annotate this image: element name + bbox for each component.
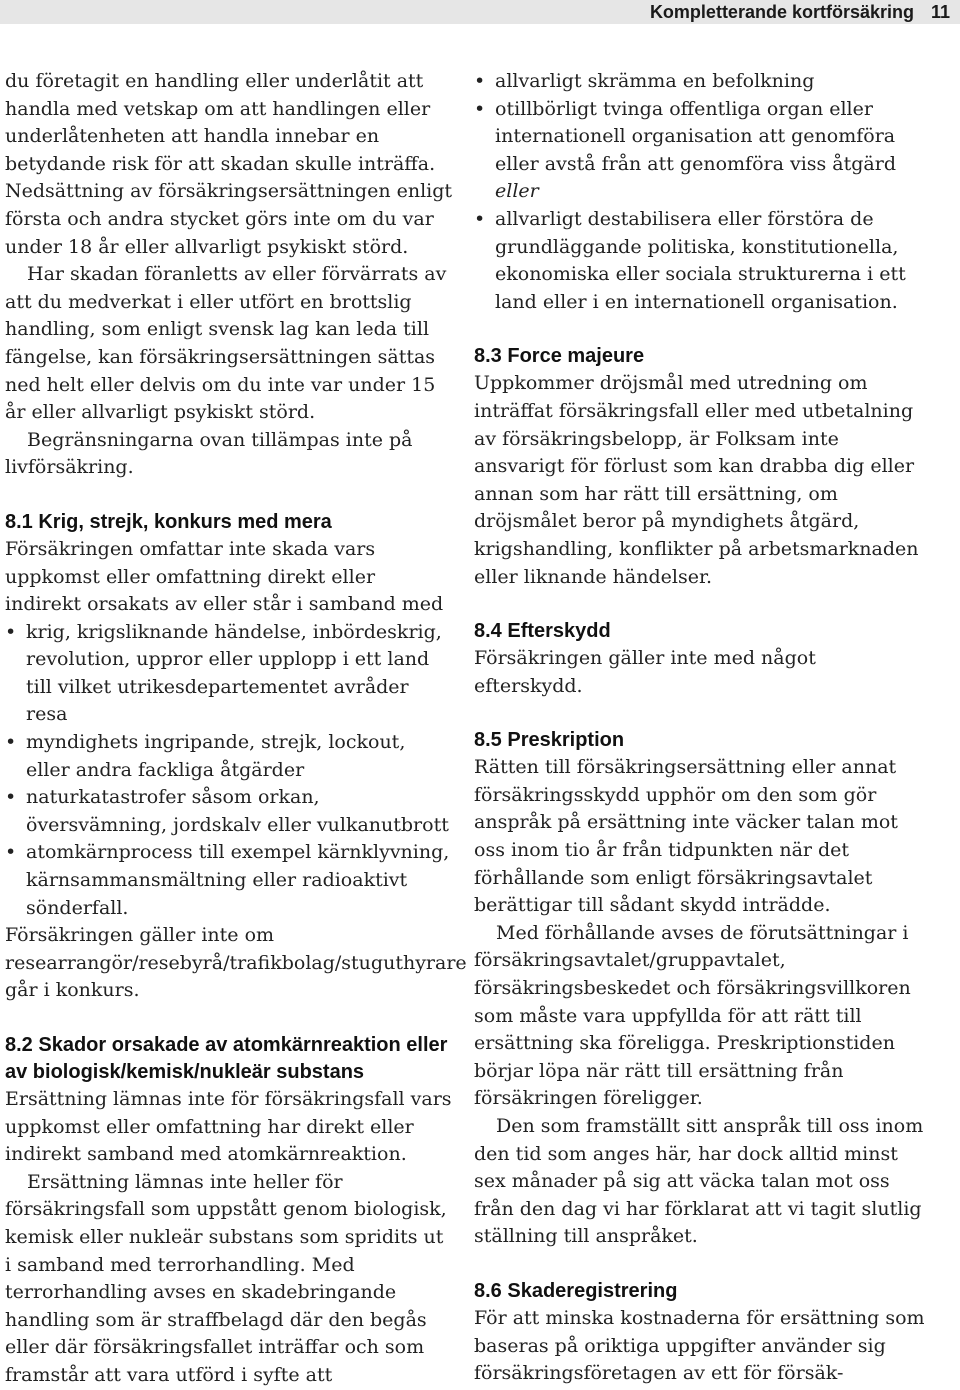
- bullet-list: [474, 68, 929, 316]
- bullet-icon: •: [5, 731, 17, 754]
- bullet-icon: •: [5, 786, 17, 809]
- list-item: [5, 839, 453, 922]
- bullet-icon: •: [474, 207, 486, 230]
- bullet-icon: •: [474, 70, 486, 92]
- section-heading-8-6: 8.6 Skaderegistrering: [474, 1279, 678, 1302]
- list-item: [5, 729, 453, 784]
- right-column: [474, 68, 929, 1388]
- list-item-text: allvarligt destabilisera eller förstöra de grundläggande politiska, konstitutionella, ekonomiska eller sociala strukturerna i ett land eller i en internationell organisation.: [495, 207, 906, 313]
- paragraph: Ersättning lämnas inte för försäkringsfall vars uppkomst eller omfattning har direkt eller indirekt samband med atomkärnreaktion.: [5, 1088, 452, 1166]
- paragraph: Rätten till försäkringsersättning eller annat försäkringsskydd upphör om den som gör anspråk på ersättning inte väcker talan mot oss inom tio år från tidpunkten när det förhållande som enligt försäkringsavtalet berättigar till sådant skydd inträdde.: [474, 756, 898, 917]
- page-header: [0, 0, 960, 24]
- paragraph: Försäkringen omfattar inte skada vars uppkomst eller omfattning direkt eller indirekt orsakats av eller står i samband med: [5, 537, 444, 616]
- bullet-icon: •: [5, 620, 17, 643]
- list-item: [5, 784, 453, 839]
- page-number: 11: [930, 2, 950, 22]
- bullet-icon: •: [474, 97, 486, 120]
- list-item: [474, 96, 929, 206]
- section-heading-8-5: 8.5 Preskription: [474, 729, 625, 752]
- list-item-text: krig, krigsliknande händelse, inbördeskrig, revolution, uppror eller upplopp i ett land till vilket utrikesdepartementet avråder resa: [26, 620, 442, 726]
- list-item: [474, 206, 929, 316]
- left-column: [5, 68, 467, 1390]
- paragraph: För att minska kostnaderna för ersättning som baseras på oriktiga uppgifter använder sig försäkringsföretagen av ett för försäk-: [474, 1306, 925, 1385]
- header-title: Kompletterande kortförsäkring: [649, 2, 914, 22]
- paragraph: Har skadan föranletts av eller förvärrats av att du medverkat i eller utfört en brottslig handling, som enligt svensk lag kan leda till fängelse, kan försäkringsersättningen sättas ned helt eller delvis om du inte var under 15 år eller allvarligt psykiskt störd.: [5, 263, 447, 424]
- bullet-icon: •: [5, 841, 17, 864]
- section-heading-8-2: 8.2 Skador orsakade av atomkärnreaktion eller av biologisk/kemisk/nukleär substans: [5, 1034, 448, 1083]
- section-heading-8-4: 8.4 Efterskydd: [474, 620, 611, 643]
- list-item-text: otillbörligt tvinga offentliga organ eller internationell organisation att genomföra eller avstå från att genomföra viss åtgärd: [495, 97, 897, 175]
- paragraph: Försäkringen gäller inte om researrangör/resebyrå/trafikbolag/stuguthyrare går i konkurs.: [5, 924, 467, 1002]
- list-connector: eller: [495, 180, 539, 203]
- bullet-list: [5, 619, 453, 923]
- paragraph: Begränsningarna ovan tillämpas inte på livförsäkring.: [5, 428, 413, 479]
- list-item-text: naturkatastrofer såsom orkan, översvämning, jordskalv eller vulkanutbrott: [26, 786, 449, 836]
- list-item-text: myndighets ingripande, strejk, lockout, eller andra fackliga åtgärder: [26, 731, 406, 781]
- paragraph: Med förhållande avses de förutsättningar i försäkringsavtalet/gruppavtalet, försäkringsbeskedet och försäkringsvillkoren som måste vara uppfyllda för att rätt till ersättning ska föreligga. Preskriptionstiden börjar löpa när rätt till ersättning från försäkringen föreligger.: [474, 921, 911, 1110]
- list-item-text: atomkärnprocess till exempel kärnklyvning, kärnsammansmältning eller radioaktivt sönderfall.: [26, 841, 450, 919]
- section-heading-8-3: 8.3 Force majeure: [474, 345, 645, 368]
- list-item: [5, 619, 453, 729]
- section-heading-8-1: 8.1 Krig, strejk, konkurs med mera: [5, 510, 332, 533]
- paragraph: du företagit en handling eller underlåtit att handla med vetskap om att handlingen eller underlåtenheten att handla innebar en betydande risk för att skadan skulle inträffa.: [5, 70, 436, 175]
- paragraph: Nedsättning av försäkringsersättningen enligt första och andra stycket görs inte om du var under 18 år eller allvarligt psykiskt störd.: [5, 180, 453, 258]
- list-item-text: allvarligt skrämma en befolkning: [495, 70, 815, 92]
- paragraph: Uppkommer dröjsmål med utredning om inträffat försäkringsfall eller med utbetalning av försäkringsbelopp, är Folksam inte ansvarigt för förlust som kan drabba dig eller annan som har rätt till ersättning, om dröjsmålet beror på myndighets åtgärd, krigshandling, konflikter på arbetsmarknaden eller liknande händelser.: [474, 372, 919, 588]
- list-item: [474, 68, 929, 96]
- paragraph: Försäkringen gäller inte med något efterskydd.: [474, 647, 816, 697]
- paragraph: Ersättning lämnas inte heller för försäkringsfall som uppstått genom biologisk, kemisk eller nukleär substans som spridits ut i samband med terrorhandling. Med terrorhandling avses en skadebringande handling som är straffbelagd där den begås eller där försäkringsfallet inträffar och som framstår att vara utförd i syfte att: [5, 1170, 447, 1386]
- paragraph: Den som framställt sitt anspråk till oss inom den tid som anges här, har dock alltid minst sex månader på sig att väcka talan mot oss från den dag vi har förklarat att vi tagit slutlig ställning till anspråket.: [474, 1115, 924, 1248]
